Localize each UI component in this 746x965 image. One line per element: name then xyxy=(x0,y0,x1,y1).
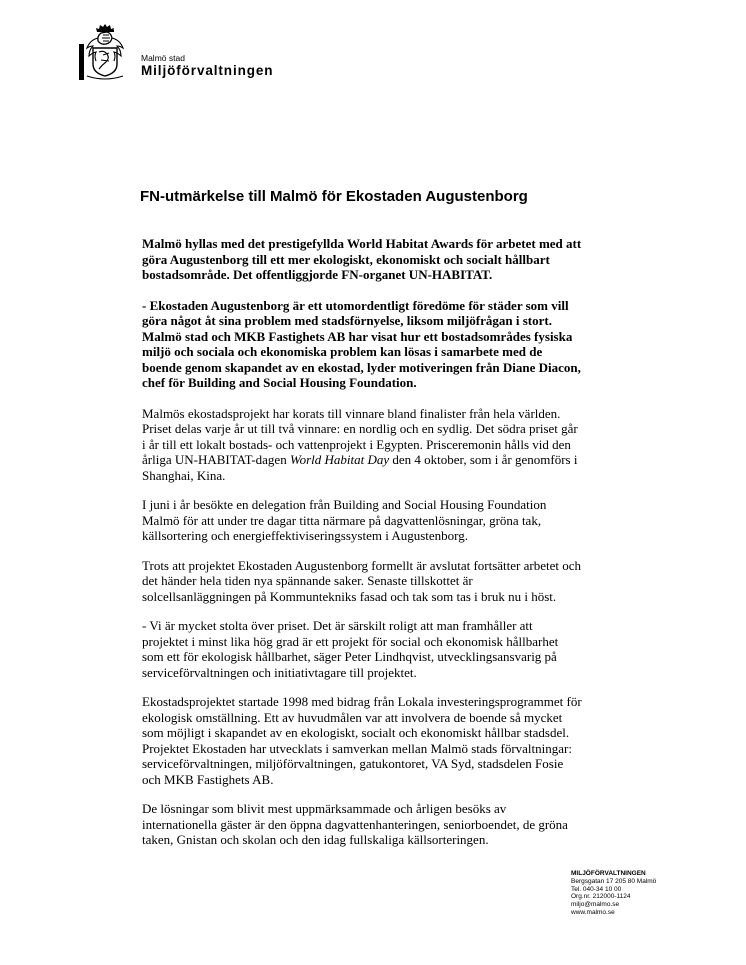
paragraph-1-text-a: Malmös ekostadsprojekt har korats till vinnare bland finalister från hela världen. Priset delas varje år ut till två vinnare: en nordlig och en sydlig. Det södra priset går i år till ett lokalt bostads- och vattenprojekt i Egypten. Prisceremonin hålls vid den årliga UN-HABITAT-dagen xyxy=(142,405,578,467)
org-department: Miljöförvaltningen xyxy=(141,63,274,78)
quote-paragraph: - Ekostaden Augustenborg är ett utomordentligt föredöme för städer som vill göra något åt sina problem med stadsförnyelse, liksom miljöfrågan i stort. Malmö stad och MKB Fastighets AB har visat hur ett bostadsområdes fysiska miljö och sociala och ekonomiska problem kan lösas i samarbete med de boende genom skapandet av en ekostad, lyder motiveringen från Diane Diacon, chef för Building and Social Housing Foundation. xyxy=(142,297,581,390)
footer-orgnr: Org.nr. 212000-1124 xyxy=(571,893,631,901)
footer-web: www.malmo.se xyxy=(571,908,615,916)
paragraph-4: - Vi är mycket stolta över priset. Det är särskilt roligt att man framhåller att projektet i minst lika hög grad är ett projekt för social och ekonomisk hållbarhet som ett för ekologisk hållbarhet, säger Peter Lindhqvist, utvecklingsansvarig på serviceförvaltningen och initiativtagare till projektet. xyxy=(142,618,559,680)
paragraph-3: Trots att projektet Ekostaden Augustenborg formellt är avslutat fortsätter arbetet och det händer hela tiden nya spännande saker. Senaste tillskottet är solcellsanläggningen på Kommuntekniks fasad och tak som tas i bruk nu i höst. xyxy=(142,557,582,604)
paragraph-1 xyxy=(142,406,582,484)
org-city: Malmö stad xyxy=(141,53,185,63)
footer-contact xyxy=(571,870,656,917)
malmo-griffin-coat-of-arms-icon xyxy=(79,22,131,80)
footer-name: MILJÖFÖRVALTNINGEN xyxy=(571,870,646,877)
paragraph-2: I juni i år besökte en delegation från Building and Social Housing Foundation Malmö för att under tre dagar titta närmare på dagvattenlösningar, gröna tak, källsortering och energieffektiviseringssystem i Augustenborg. xyxy=(142,497,547,543)
lead-paragraph: Malmö hyllas med det prestigefyllda World Habitat Awards för arbetet med att göra Augustenborg till ett mer ekologiskt, ekonomiskt och socialt hållbart bostadsområde. Det offentliggjorde FN-organet UN-HABITAT. xyxy=(142,236,582,282)
footer-address: Bergsgatan 17 205 80 Malmö xyxy=(571,877,657,885)
paragraph-5: Ekostadsprojektet startade 1998 med bidrag från Lokala investeringsprogrammet för ekologisk omställning. Ett av huvudmålen var att involvera de boende så mycket som möjligt i skapandet av en ekologiskt, socialt och ekonomiskt hållbar stadsdel. Projektet Ekostaden har utvecklats i samverkan mellan Malmö stads förvaltningar: serviceförvaltningen, miljöförvaltningen, gatukontoret, VA Syd, stadsdelen Fosie och MKB Fastighets AB. xyxy=(142,694,582,787)
article-body xyxy=(142,236,582,862)
world-habitat-day-italic: World Habitat Day xyxy=(289,452,390,467)
page-title: FN-utmärkelse till Malmö för Ekostaden Augustenborg xyxy=(140,188,528,205)
paragraph-6: De lösningar som blivit mest uppmärksammade och årligen besöks av internationella gäster är den öppna dagvattenhanteringen, seniorboendet, de gröna taken, Gnistan och skolan och den idag fullskaliga källsorteringen. xyxy=(142,801,568,847)
paragraph-1-text-b: den 4 oktober, som i år genomförs i Shanghai, Kina. xyxy=(142,452,578,483)
org-name xyxy=(141,53,273,79)
footer-phone: Tel. 040-34 10 00 xyxy=(571,885,622,893)
footer-email: miljo@malmo.se xyxy=(571,901,620,909)
